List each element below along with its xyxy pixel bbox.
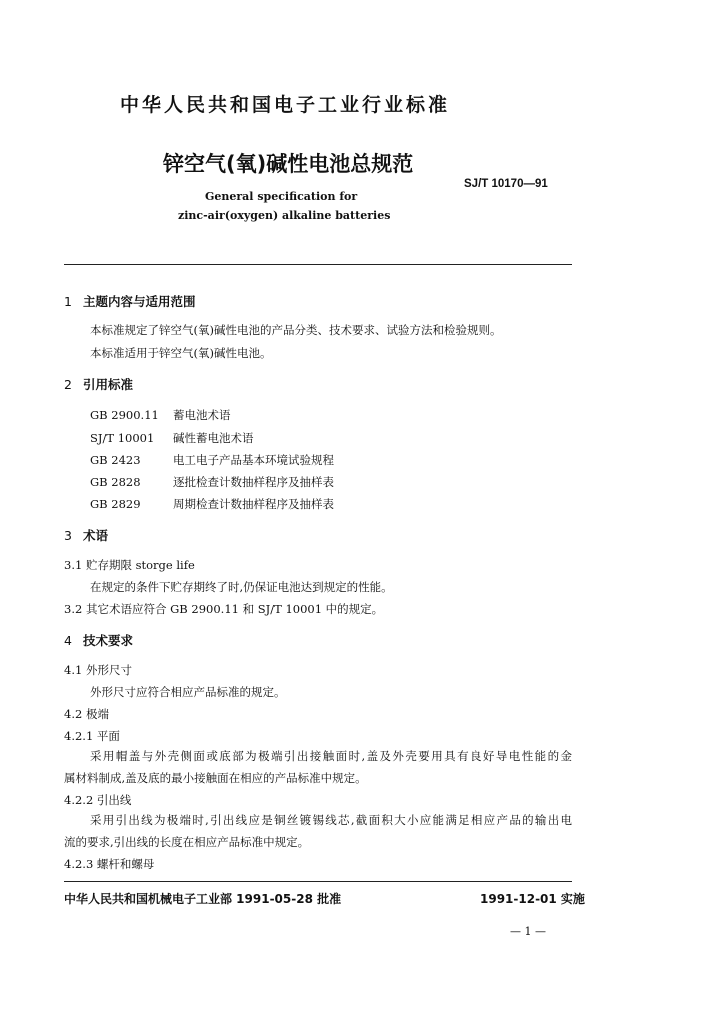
issuing-authority: 中华人民共和国电子工业行业标准 <box>120 94 451 116</box>
reference-name: 电工电子产品基本环境试验规程 <box>173 453 334 467</box>
clause-4-2: 4.2 极端 <box>64 707 109 721</box>
effective-date: 1991-12-01 实施 <box>480 892 585 906</box>
english-title-line1: General specification for <box>205 190 358 203</box>
section-number: 4 <box>64 633 72 648</box>
reference-code: GB 2900.11 <box>90 408 159 422</box>
paragraph: 采用帽盖与外壳侧面或底部为极端引出接触面时,盖及外壳要用具有良好导电性能的金 <box>90 749 572 763</box>
section-3-heading <box>64 526 108 544</box>
clause-4-2-3: 4.2.3 螺杆和螺母 <box>64 857 155 871</box>
reference-code: GB 2423 <box>90 453 141 467</box>
footer-divider <box>64 881 572 882</box>
paragraph: 外形尺寸应符合相应产品标准的规定。 <box>90 685 286 699</box>
clause-4-1: 4.1 外形尺寸 <box>64 663 132 677</box>
reference-row <box>90 430 254 446</box>
clause-3-2: 3.2 其它术语应符合 GB 2900.11 和 SJ/T 10001 中的规定。 <box>64 602 384 616</box>
reference-row <box>90 407 231 423</box>
reference-name: 逐批检查计数抽样程序及抽样表 <box>173 475 334 489</box>
approval-statement: 中华人民共和国机械电子工业部 1991-05-28 批准 <box>64 892 342 906</box>
english-title-line2: zinc-air(oxygen) alkaline batteries <box>178 209 391 222</box>
reference-row <box>90 452 334 468</box>
section-number: 2 <box>64 377 72 392</box>
reference-code: GB 2829 <box>90 497 141 511</box>
paragraph: 本标准适用于锌空气(氧)碱性电池。 <box>90 346 272 360</box>
clause-3-1: 3.1 贮存期限 storge life <box>64 558 195 572</box>
reference-name: 周期检查计数抽样程序及抽样表 <box>173 497 334 511</box>
paragraph: 流的要求,引出线的长度在相应产品标准中规定。 <box>64 835 310 849</box>
clause-4-2-1: 4.2.1 平面 <box>64 729 120 743</box>
reference-row <box>90 496 334 512</box>
section-number: 3 <box>64 528 72 543</box>
section-title: 术语 <box>83 528 109 543</box>
standard-code: SJ/T 10170—91 <box>464 178 548 190</box>
page-number: — 1 — <box>510 925 546 938</box>
paragraph: 采用引出线为极端时,引出线应是铜丝镀锡线芯,截面积大小应能满足相应产品的输出电 <box>90 813 572 827</box>
section-title: 技术要求 <box>83 633 134 648</box>
section-1-heading <box>64 292 196 310</box>
reference-row <box>90 474 334 490</box>
section-2-heading <box>64 375 133 393</box>
reference-code: SJ/T 10001 <box>90 431 155 445</box>
document-title: 锌空气(氧)碱性电池总规范 <box>163 152 414 176</box>
reference-name: 碱性蓄电池术语 <box>173 431 254 445</box>
paragraph: 本标准规定了锌空气(氧)碱性电池的产品分类、技术要求、试验方法和检验规则。 <box>90 323 502 337</box>
reference-name: 蓄电池术语 <box>173 408 231 422</box>
paragraph: 属材料制成,盖及底的最小接触面在相应的产品标准中规定。 <box>64 771 367 785</box>
paragraph: 在规定的条件下贮存期终了时,仍保证电池达到规定的性能。 <box>90 580 393 594</box>
section-4-heading <box>64 631 133 649</box>
clause-4-2-2: 4.2.2 引出线 <box>64 793 132 807</box>
section-number: 1 <box>64 294 72 309</box>
reference-code: GB 2828 <box>90 475 141 489</box>
section-title: 引用标准 <box>83 377 134 392</box>
header-divider <box>64 264 572 265</box>
section-title: 主题内容与适用范围 <box>83 294 196 309</box>
